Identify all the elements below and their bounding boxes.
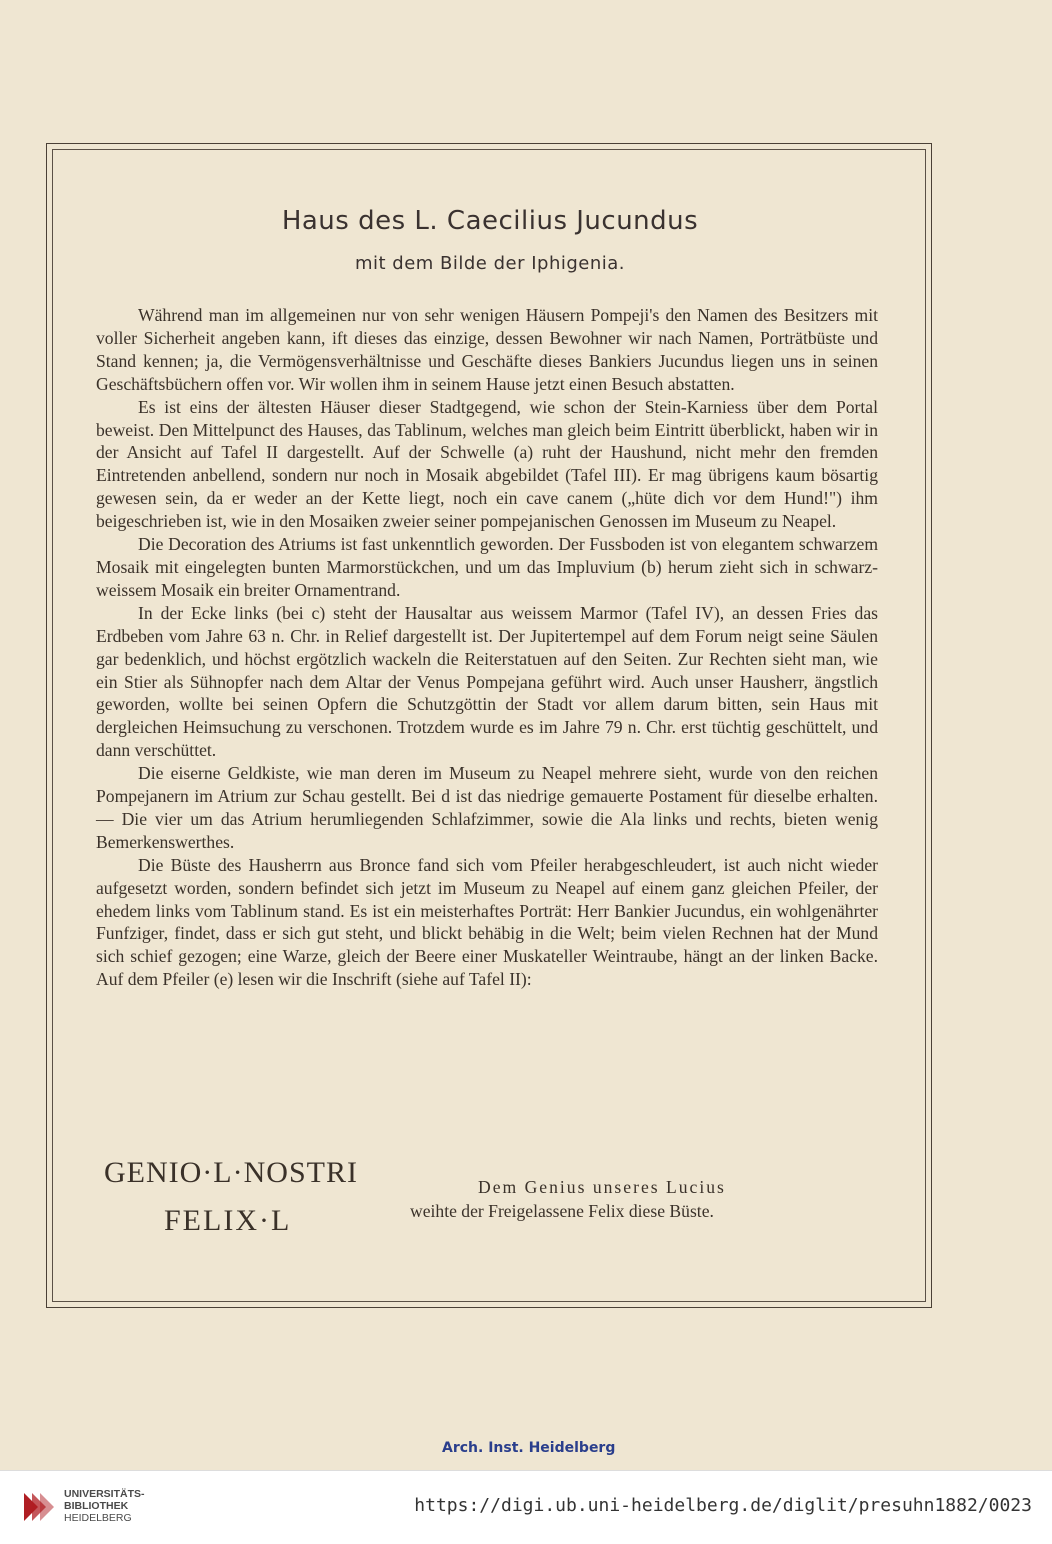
paragraph: Die Büste des Hausherrn aus Bronce fand sich vom Pfeiler herabgeschleudert, ist auch nicht wieder aufgesetzt worden, sondern befindet sich jetzt im Museum zu Neapel auf einem ganz gleichen Pfeiler, der ehedem links vom Tablinum stand. Es ist ein meisterhaftes Porträt: Herr Bankier Jucundus, ein wohlgenährter Funfziger, findet, dass er sich gut steht, und blickt behäbig in die Welt; beim vielen Rechnen hat der Mund sich schief gezogen; eine Warze, gleich der Beere einer Muskateller Weintraube, hängt an der linken Backe. Auf dem Pfeiler (e) lesen wir die Inschrift (siehe auf Tafel II):: [96, 854, 878, 990]
paragraph: Die Decoration des Atriums ist fast unkenntlich geworden. Der Fussboden ist von elegantem schwarzem Mosaik mit eingelegten bunten Marmorstückchen, und um das Impluvium (b) herum zieht sich in schwarz-weissem Mosaik ein breiter Ornamentrand.: [96, 534, 878, 600]
paragraph: Es ist eins der ältesten Häuser dieser Stadtgegend, wie schon der Stein-Karniess über dem Portal beweist. Den Mittelpunct des Hauses, das Tablinum, welches man gleich beim Eintritt überblickt, haben wir in der Ansicht auf Tafel II dargestellt. Auf der Schwelle (a) ruht der Haushund, nicht mehr den fremden Eintretenden anbellend, sondern nur noch in Mosaik abgebildet (Tafel III). Er mag übrigens kaum bösartig gewesen sein, da er weder an der Kette liegt, noch ein cave canem („hüte dich vor dem Hund!") ihm beigeschrieben ist, wie in den Mosaiken zweier seiner pompejanischen Genossen im Museum zu Neapel.: [96, 396, 878, 532]
university-library-logo-icon: [18, 1487, 58, 1527]
inscription-line-1: GENIO·L·NOSTRI: [104, 1156, 358, 1189]
inscription-translation: [410, 1176, 860, 1223]
university-library-logo-text: [64, 1488, 145, 1524]
page-subtitle: mit dem Bilde der Iphigenia.: [354, 253, 626, 274]
logo-line-1: UNIVERSITÄTS-: [64, 1488, 145, 1500]
paragraph: In der Ecke links (bei c) steht der Hausaltar aus weissem Marmor (Tafel IV), an dessen Fries das Erdbeben vom Jahre 63 n. Chr. in Relief dargestellt ist. Der Jupitertempel auf dem Forum neigt seine Säulen gar bedenklich, und höchst ergötzlich wackeln die Reiterstatuen auf den Seiten. Zur Rechten sieht man, wie ein Stier als Sühnopfer nach dem Altar der Venus Pompejana geführt wird. Auch unser Hausherr, ängstlich geworden, wollte bei seinen Opfern die Schutzgöttin der Stadt vor allem darum bitten, sein Haus mit dergleichen Heimsuchung zu verschonen. Trotzdem wurde es im Jahre 79 n. Chr. erst tüchtig geschüttelt, und dann verschüttet.: [96, 602, 878, 761]
translation-line-1: Dem Genius unseres Lucius: [478, 1177, 726, 1197]
library-stamp: Arch. Inst. Heidelberg: [442, 1440, 616, 1456]
permalink-url[interactable]: https://digi.ub.uni-heidelberg.de/diglit/presuhn1882/0023: [414, 1495, 1032, 1516]
paragraph: Während man im allgemeinen nur von sehr wenigen Häusern Pompeji's den Namen des Besitzers mit voller Sicherheit angeben kann, ift dieses das einzige, dessen Bewohner wir nach Namen, Porträtbüste und Stand kennen; ja, die Vermögensverhältnisse und Geschäfte dieses Bankiers Jucundus liegen uns in seinen Geschäftsbüchern offen vor. Wir wollen ihm in seinem Hause jetzt einen Besuch abstatten.: [96, 305, 878, 394]
paragraph: Die eiserne Geldkiste, wie man deren im Museum zu Neapel mehrere sieht, wurde von den reichen Pompejanern im Atrium zur Schau gestellt. Bei d ist das niedrige gemauerte Postament für dieselbe erhalten. — Die vier um das Atrium herumliegenden Schlafzimmer, sowie die Ala links und rechts, bieten wenig Bemerkenswerthes.: [96, 763, 878, 852]
translation-line-2: weihte der Freigelassene Felix diese Büste.: [410, 1201, 714, 1221]
page-title: Haus des L. Caecilius Jucundus: [281, 206, 699, 236]
latin-inscription: [104, 1156, 404, 1238]
body-text: [96, 304, 878, 991]
footer-bar: [0, 1470, 1052, 1544]
inscription-line-2: FELIX·L: [164, 1204, 292, 1237]
logo-line-3: HEIDELBERG: [64, 1512, 132, 1524]
logo-line-2: BIBLIOTHEK: [64, 1500, 129, 1512]
